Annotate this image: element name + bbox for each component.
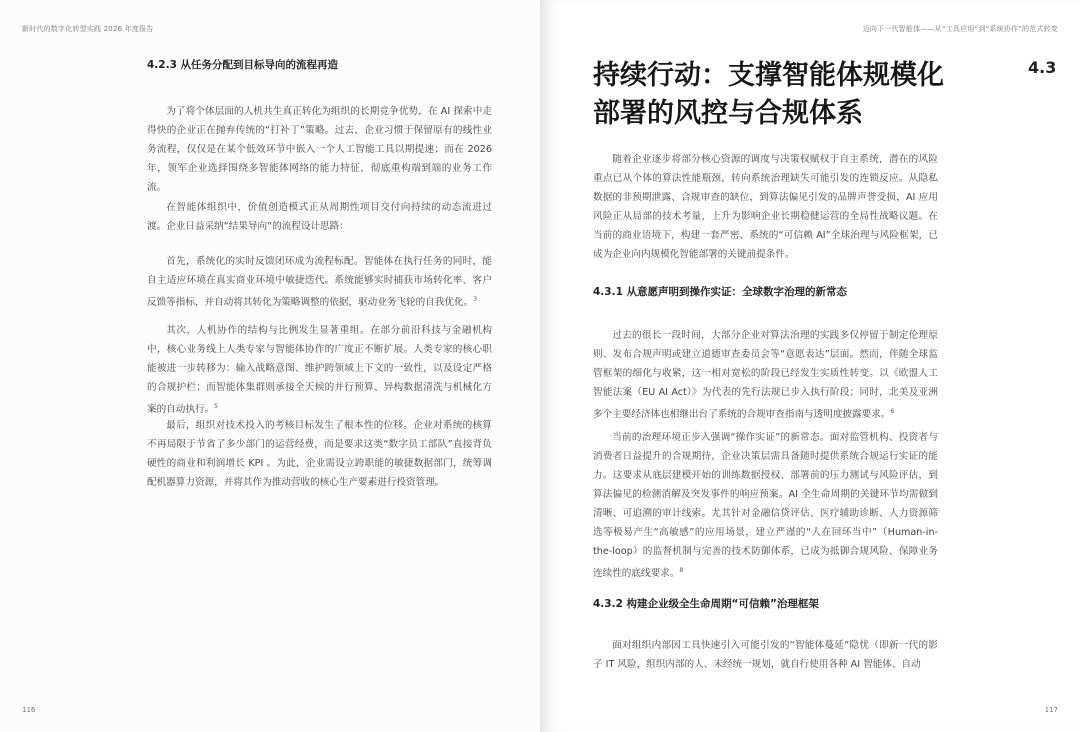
right-intro-paragraph: 随着企业逐步将部分核心资源的调度与决策权赋权于自主系统，潜在的风险重点已从个体的算法性能瓶颈，转向系统治理缺失可能引发的连锁反应。从隐私数据的非预期泄露、合规审查的缺位，到算法偏见引发的品牌声誉受损，AI 应用风险正从局部的技术考量，上升为影响企业长期稳健运营的全局性战略议题。在当前的商业语境下，构建一套严密、系统的“可信赖 AI”全球治理与风险框架，已成为企业向内规模化智能部署的关键前提条件。 [593, 154, 938, 260]
page-number-left: 116 [22, 706, 36, 714]
left-paragraph-5: 最后，组织对技术投入的考核目标发生了根本性的位移。企业对系统的核算不再局限于节省了多少部门的运营经费，而是要求这类“数字员工部队”直接背负硬性的商业和利润增长 KPI 。为此，企业需设立跨职能的敏捷数据部门，统筹调配机器算力资源，并将其作为推动营收的核心生产要素进行投资管理。 [147, 420, 492, 488]
left-paragraph-2: 在智能体组织中，价值创造模式正从周期性项目交付向持续的动态流进过渡。企业日益采纳“结果导向”的流程设计思路： [147, 202, 492, 232]
right-paragraph-2 [593, 428, 938, 583]
page-number-right: 117 [1044, 706, 1058, 714]
footnote-marker: 8 [679, 567, 684, 574]
left-paragraph-1: 为了将个体层面的人机共生真正转化为组织的长期竞争优势，在 AI 探索中走得快的企业正在抛弃传统的“打补丁”策略。过去，企业习惯于保留原有的线性业务流程，仅仅是在某个低效环节中嵌入一个人工智能工具以期提速；而在 2026 年，领军企业选择围绕多智能体网络的能力特征，彻底重构端到端的业务工作流。 [147, 106, 492, 193]
running-head-left: 新时代的数字化转型实践 2026 年度报告 [22, 25, 154, 33]
subsection-heading-4-3-1: 4.3.1 从意愿声明到操作实证：全球数字治理的新常态 [593, 286, 848, 298]
subsection-heading-4-3-2: 4.3.2 构建企业级全生命周期“可信赖”治理框架 [593, 598, 819, 610]
right-paragraph-3: 面对组织内部因工具快速引入可能引发的“智能体蔓延”隐忧（即新一代的影子 IT 风险，组织内部的人、未经统一规划，就自行使用各种 AI 智能体、自动 [593, 640, 938, 670]
running-head-right: 迈向下一代智能体——从“工具应用”到“系统协作”的范式转变 [862, 25, 1058, 33]
right-paragraph-1-text: 过去的很长一段时间，大部分企业对算法治理的实践多仅停留于制定伦理原则、发布合规声明或建立道德审查委员会等“意愿表达”层面。然而，伴随全球监管框架的细化与收紧，这一相对宽松的阶段已经发生实质性转变。以《欧盟人工智能法案（EU AI Act）》为代表的先行法规已步入执行阶段；同时，北美及亚洲多个主要经济体也相继出台了系统的合规审查指南与透明度披露要求。 [593, 330, 938, 421]
left-paragraph-3-text: 首先，系统化的实时反馈闭环成为流程标配。智能体在执行任务的同时，能自主适应环境在真实商业环境中敏捷迭代。系统能够实时捕获市场转化率、客户反馈等指标，并自动将其转化为策略调整的依据，驱动业务飞轮的自我优化。 [147, 256, 492, 309]
right-paragraph-1 [593, 326, 938, 424]
section-title: 持续行动：支撑智能体规模化部署的风控与合规体系 [593, 60, 944, 129]
left-paragraph-3 [147, 252, 492, 312]
section-number: 4.3 [1028, 58, 1057, 77]
left-paragraph-4-text: 其次，人机协作的结构与比例发生显著重组。在部分前沿科技与金融机构中，核心业务线上人类专家与智能体协作的广度正不断扩展。人类专家的核心职能被进一步转移为：输入战略意图、维护跨领域上下文的一致性，以及设定严格的合规护栏；而智能体集群则承接全天候的并行预算、异构数据清洗与机械化方案的自动执行。 [147, 325, 492, 416]
footnote-marker: 6 [890, 408, 895, 415]
left-paragraph-4 [147, 321, 492, 419]
right-paragraph-2-text: 当前的治理环境正步入强调“操作实证”的新常态。面对监管机构、投资者与消费者日益提升的合规期待，企业决策层需具备随时提供系统合规运行实证的能力。这要求从底层建模开始的训练数据授权、部署前的压力测试与风险评估，到算法偏见的检测消解及突发事件的响应预案。AI 全生命周期的关键环节均需做到清晰、可追溯的审计线索。尤其针对金融信贷评估、医疗辅助诊断、人力资源筛选等极易产生“高敏感”的应用场景，建立严谨的“人在回环当中”（Human-in-the-loop）的监督机制与完善的技术防御体系，已成为抵御合规风险、保障业务连续性的底线要求。 [593, 432, 938, 580]
footnote-marker: 5 [214, 403, 218, 410]
subsection-heading-4-2-3: 4.2.3 从任务分配到目标导向的流程再造 [147, 59, 339, 71]
footnote-marker: 3 [473, 296, 478, 303]
